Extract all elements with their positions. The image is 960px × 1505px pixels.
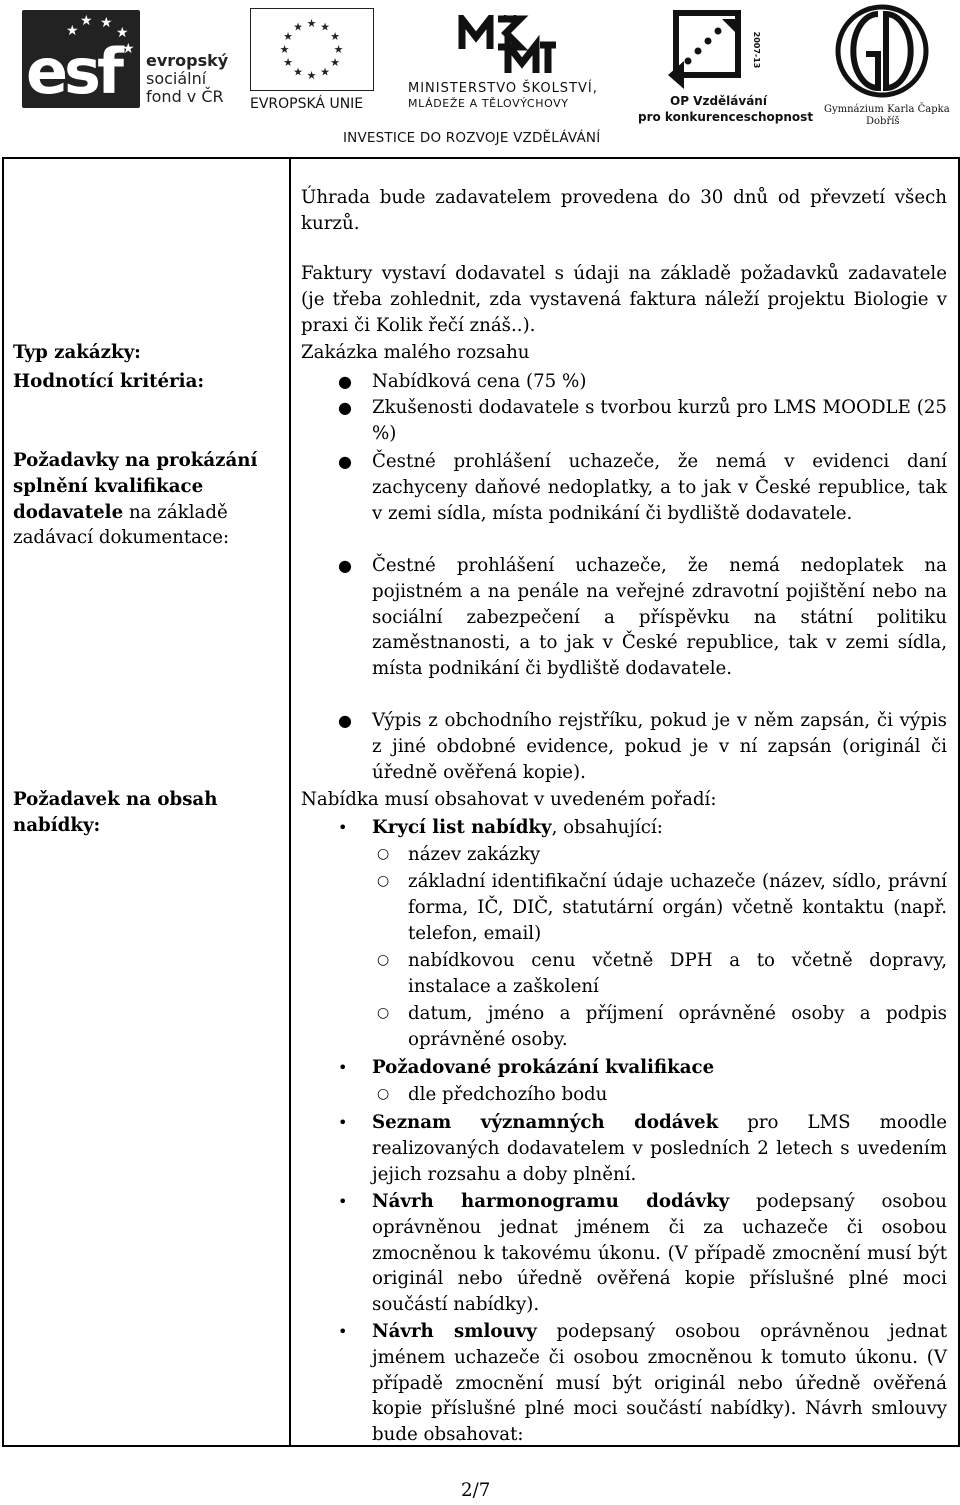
offer-item-contract: Návrh smlouvy podepsaný osobou oprávněnou jednat jménem uchazeče či osobou zmocněnou k tomuto úkonu. (V případě zmocnění musí být originál nebo úředně ověřená kopie příslušné plné moci součástí nabídky). Návrh smlouvy bude obsahovat: [372,1321,948,1446]
svg-text:★: ★ [333,43,344,56]
page-number: 2/7 [461,1480,491,1501]
offer-item-qualification: Požadované prokázání kvalifikace [372,1057,715,1078]
svg-text:★: ★ [320,65,330,79]
criteria-item: Nabídková cena (75 %) [372,371,587,392]
svg-text:★: ★ [330,56,340,69]
offer-content-label: Požadavek na obsah nabídky: [13,789,218,836]
cover-sheet-subitem: základní identifikační údaje uchazeče (název, sídlo, právní forma, IČ, DIČ, statutární orgán) včetně kontaktu (např. telefon, email) [408,871,947,944]
gymnazium-logo: Gymnázium Karla Čapka Dobříš [824,2,944,127]
svg-text:★: ★ [293,20,303,34]
evaluation-criteria-label: Hodnotící kritéria: [13,371,205,392]
bullet-icon: ● [338,372,352,391]
bullet-icon: • [338,1113,348,1132]
svg-text:★: ★ [283,56,293,69]
msmt-mark-icon [458,15,558,77]
header-logos [0,0,960,150]
eu-logo [250,8,377,113]
qualification-item: Čestné prohlášení uchazeče, že nemá v evidenci daní zachyceny daňové nedoplatky, a to jak v České republice, tak v zemi sídla, místa podnikání či bydliště dodavatele. [372,451,947,524]
invoice-terms-text: Faktury vystaví dodavatel s údaji na základě požadavků zadavatele (je třeba zohlednit, zda vystavená faktura náleží projektu Biologie v praxi či Kolik řečí znáš..). [301,263,947,336]
bullet-icon: • [338,1192,348,1211]
criteria-item: Zkušenosti dodavatele s tvorbou kurzů pro LMS MOODLE (25 %) [372,397,947,444]
op-mark-icon [668,5,768,90]
svg-text:★: ★ [293,65,303,79]
offer-item-deliveries: Seznam významných dodávek pro LMS moodle realizovaných dodavatelem v posledních 2 letech s uvedením jejich rozsahu a doby plnění. [372,1112,947,1185]
gymnazium-mark-icon [834,2,930,100]
eu-flag-icon [250,8,374,91]
bullet-icon: ● [338,556,352,575]
svg-text:★: ★ [320,20,330,34]
svg-text:★: ★ [306,17,317,30]
bullet-icon: ● [338,452,352,471]
offer-intro: Nabídka musí obsahovat v uvedeném pořadí: [301,789,717,810]
qualification-item: Výpis z obchodního rejstříku, pokud je v něm zapsán, či výpis z jiné obdobné evidence, pokud je v ní zapsán (originál či úředně ověřená kopie). [372,710,947,783]
table-column-divider [289,157,291,1447]
circle-bullet-icon: ○ [377,1005,390,1021]
circle-bullet-icon: ○ [377,846,390,862]
svg-text:★: ★ [330,30,340,43]
svg-text:2007-13: 2007-13 [752,31,761,69]
circle-bullet-icon: ○ [377,952,390,968]
qualification-label: Požadavky na prokázání splnění kvalifikace dodavatele na základě zadávací dokumentace: [13,450,258,549]
op-logo: 2007-13 OP Vzdělávání pro konkurenceschopnost [638,5,793,125]
circle-bullet-icon: ○ [377,1086,390,1102]
bullet-icon: • [338,1058,348,1077]
offer-item-cover-sheet: Krycí list nabídky, obsahující: [372,817,663,838]
qualification-item: Čestné prohlášení uchazeče, že nemá nedoplatek na pojistném a na penále na veřejné zdravotní pojištění nebo na sociální zabezpečení a příspěvku na státní politiku zaměstnanosti, a to jak v České republice, tak v zemi sídla, místa podnikání či bydliště dodavatele. [372,555,947,680]
svg-text:★: ★ [306,69,317,82]
cover-sheet-subitem: nabídkovou cenu včetně DPH a to včetně dopravy, instalace a zaškolení [408,950,947,997]
bullet-icon: • [338,818,348,837]
eu-label: EVROPSKÁ UNIE [250,96,364,112]
bullet-icon: ● [338,398,352,417]
circle-bullet-icon: ○ [377,873,390,889]
cover-sheet-subitem: název zakázky [408,844,541,865]
table-top-border [2,157,959,159]
msmt-logo: MINISTERSTVO ŠKOLSTVÍ, MLÁDEŽE A TĚLOVÝCHOVY [408,15,603,115]
bullet-icon: ● [338,711,352,730]
cover-sheet-subitem: datum, jméno a příjmení oprávněné osoby a podpis oprávněné osoby. [408,1003,947,1050]
table-left-border [2,157,4,1447]
svg-text:★: ★ [279,43,290,56]
contract-type-label: Typ zakázky: [13,342,141,363]
offer-item-schedule: Návrh harmonogramu dodávky podepsaný osobou oprávněnou jednat jménem či za uchazeče či osobou zmocněnou k takovému úkonu. (V případě zmocnění musí být originál nebo úředně ověřená kopie příslušné plné moci součástí nabídky). [372,1191,947,1316]
svg-text:★: ★ [283,30,293,43]
esf-text: evropský sociální fond v ČR [146,51,229,106]
contract-type-value: Zakázka malého rozsahu [301,342,530,363]
esf-mark: ★ ★ ★ ★ ★ esf [22,10,140,108]
payment-terms-text: Úhrada bude zadavatelem provedena do 30 dnů od převzetí všech kurzů. [301,187,947,234]
qualification-subitem: dle předchozího bodu [408,1084,608,1105]
esf-logo [22,10,237,110]
bullet-icon: • [338,1322,348,1341]
table-right-border [958,157,960,1447]
investice-slogan: INVESTICE DO ROZVOJE VZDĚLÁVÁNÍ [343,130,601,146]
